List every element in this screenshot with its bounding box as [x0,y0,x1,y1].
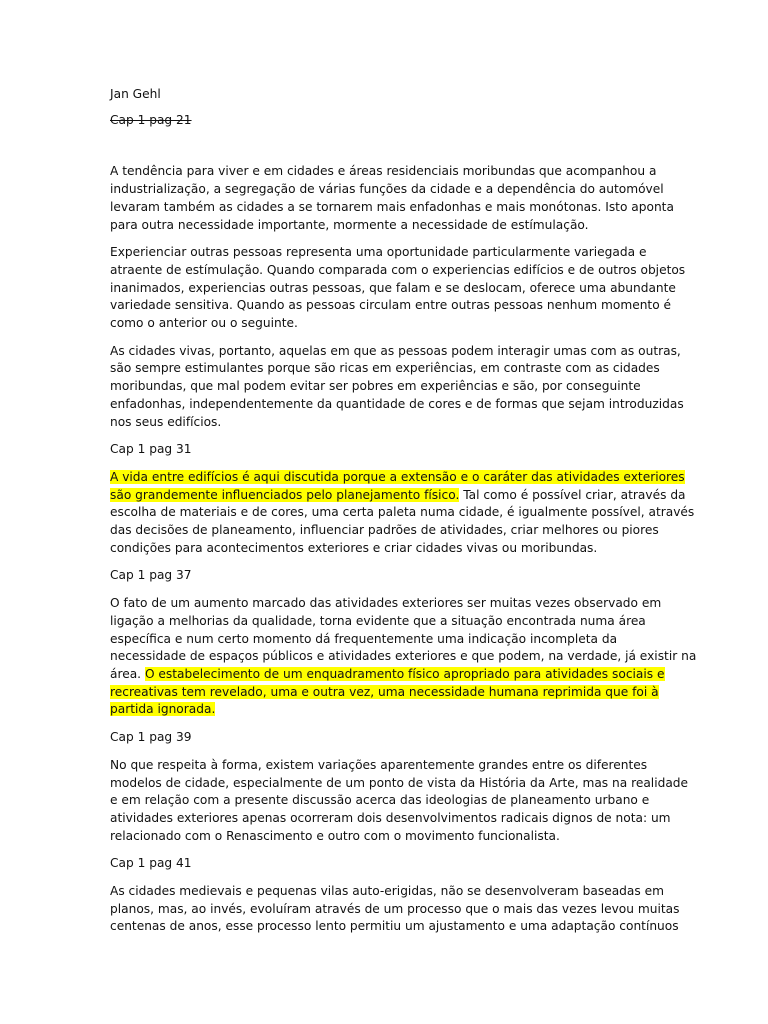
text-run: As cidades medievais e pequenas vilas auto-erigidas, não se desenvolveram baseadas em [110,884,664,899]
section-heading: Cap 1 pag 39 [110,730,192,745]
text-run: como o anterior ou o seguinte. [110,316,298,331]
text-line [110,163,658,181]
text-run: Experienciar outras pessoas representa uma oportunidade particularmente variegada e [110,245,647,260]
section-heading: Cap 1 pag 21 [110,112,192,127]
text-run: inanimados, experiencias outras pessoas, que falam e se deslocam, oferece uma abundante [110,280,676,295]
text-line [110,828,658,846]
text-run: No que respeita à forma, existem variações aparentemente grandes entre os diferentes [110,757,648,772]
text-line [110,297,672,315]
text-line [110,262,686,280]
text-line [110,280,676,298]
text-line [110,883,664,901]
text-line [110,522,658,540]
text-run: enfadonhas, independentemente da quantidade de cores e de formas que sejam introduzidas [110,396,684,411]
text-run: A tendência para viver e em cidades e áreas residenciais moribundas que acompanhou a [110,164,657,179]
paragraph [110,757,689,846]
text-run: relacionado com o Renascimento e outro com o movimento funcionalista. [110,828,560,843]
text-line [110,244,658,262]
text-run: das decisões de planeamento, influenciar padrões de atividades, criar melhores ou piores [110,523,659,538]
text-line [110,469,685,487]
highlighted-text: são grandemente influenciados pelo planejamento físico. [110,487,460,502]
text-line [110,181,664,199]
text-line [110,684,658,702]
text-line [110,315,658,333]
text-run: moribundas, que mal podem evitar ser pobres em experiências e são, por conseguinte [110,379,641,394]
highlighted-text: A vida entre edifícios é aqui discutida porque a extensão e o caráter das atividades exteriores [110,469,685,484]
text-run: ligação a melhorias da qualidade, torna evidente que a situação encontrada numa área [110,613,646,628]
text-line [110,757,658,775]
section-heading: Cap 1 pag 37 [110,568,192,583]
paragraph [110,244,686,333]
text-line [110,343,681,361]
text-run: Tal como é possível criar, através da [459,487,686,502]
text-run: O fato de um aumento marcado das atividades exteriores ser muitas vezes observado em [110,596,662,611]
text-line [110,217,658,235]
highlighted-text: recreativas tem revelado, uma e outra vez, uma necessidade humana reprimida que foi à [110,684,659,699]
text-run: As cidades vivas, portanto, aquelas em que as pessoas podem interagir umas com as outras, [110,343,681,358]
text-line [110,540,658,558]
text-line [110,487,686,505]
document-body [110,86,697,946]
text-line [110,810,671,828]
paragraph [110,595,697,719]
text-line [110,613,658,631]
paragraph [110,163,674,234]
text-run: atraente de estímulação. Quando comparada com o experiencias edifícios e de outros objetos [110,262,686,277]
text-line [110,360,658,378]
section-heading: Cap 1 pag 31 [110,442,192,457]
text-line [110,901,680,919]
text-line [110,918,679,936]
text-run: são sempre estimulantes porque são ricas em experiências, em contraste com as cidades [110,361,660,376]
section-heading: Cap 1 pag 41 [110,856,192,871]
text-line [110,648,697,666]
text-run: para outra necessidade importante, mormente a necessidade de estímulação. [110,217,589,232]
paragraph [110,469,695,558]
text-line [110,396,684,414]
text-run: escolha de materiais e de cores, uma certa paleta numa cidade, é igualmente possível, através [110,505,695,520]
paragraph [110,883,680,936]
highlighted-text: partida ignorada. [110,702,216,717]
highlighted-text: O estabelecimento de um enquadramento físico apropriado para atividades sociais e [144,666,665,681]
text-run: industrialização, a segregação de várias funções da cidade e a dependência do automóvel [110,182,664,197]
text-line [110,631,658,649]
text-line [110,199,674,217]
text-line [110,414,658,432]
text-run: necessidade de espaços públicos e atividades exteriores e que podem, na verdade, já existir na [110,649,697,664]
text-run: nos seus edifícios. [110,414,222,429]
text-run: e em relação com a presente discussão acerca das ideologias de planeamento urbano e [110,793,650,808]
text-line [110,378,658,396]
text-run: variedade sensitiva. Quando as pessoas circulam entre outras pessoas nenhum momento é [110,298,672,313]
text-run: levaram também as cidades a se tornarem mais enfadonhas e mais monótonas. Isto aponta [110,199,674,214]
text-line [110,775,689,793]
text-run: área. [110,666,145,681]
text-line [110,504,695,522]
text-run: planos, mas, ao invés, evoluíram através de um processo que o mais das vezes levou muitas [110,901,680,916]
text-line [110,666,665,684]
text-run: centenas de anos, esse processo lento permitiu um ajustamento e uma adaptação contínuos [110,919,679,934]
text-line [110,792,658,810]
document-sections [110,112,697,936]
text-line [110,595,662,613]
document-author: Jan Gehl [110,87,161,101]
text-line [110,701,658,719]
text-run: atividades exteriores apenas ocorreram dois desenvolvimentos radicais dignos de nota: um [110,810,671,825]
text-run: condições para acontecimentos exteriores e criar cidades vivas ou moribundas. [110,540,598,555]
text-run: específica e num certo momento dá frequentemente uma indicação incompleta da [110,631,618,646]
paragraph [110,343,684,432]
text-run: modelos de cidade, especialmente de um ponto de vista da História da Arte, mas na realidade [110,775,689,790]
